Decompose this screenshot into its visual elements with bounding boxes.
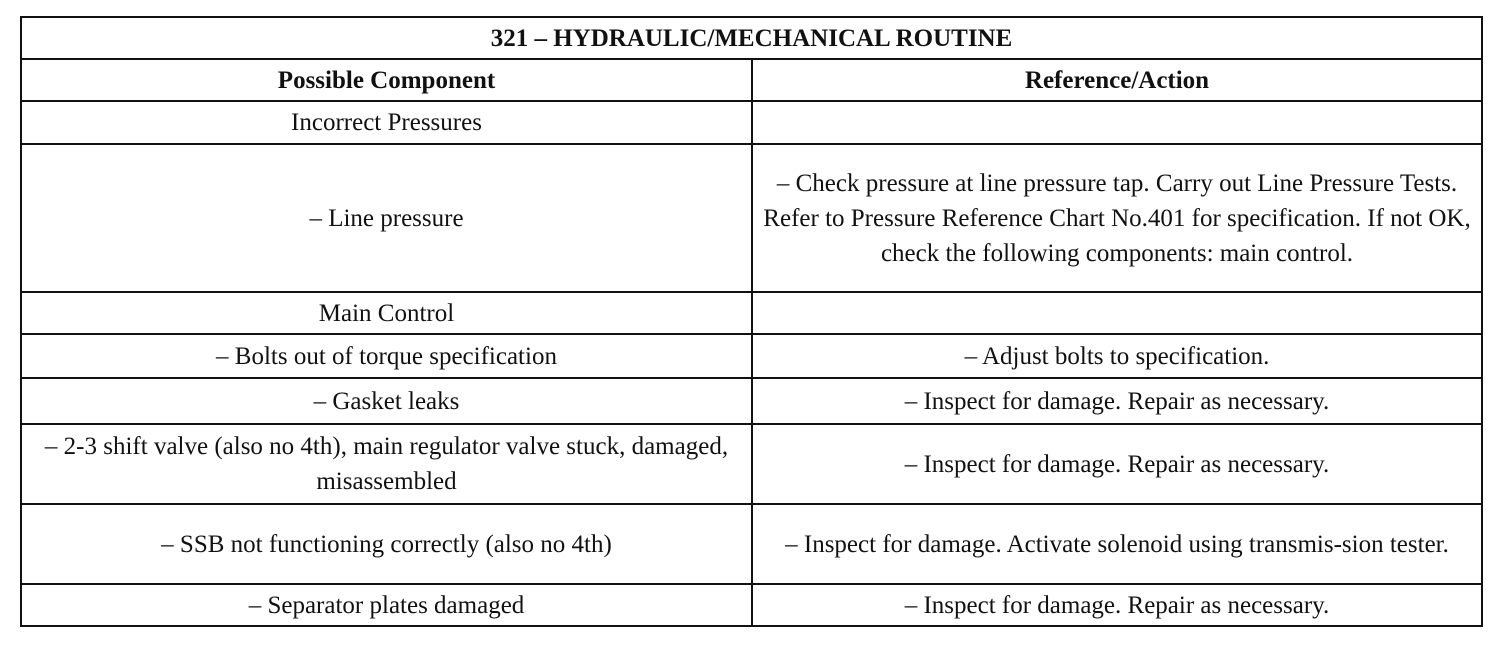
component-cell: – Line pressure bbox=[21, 144, 752, 292]
component-cell: Main Control bbox=[21, 292, 752, 334]
table-row bbox=[21, 292, 1482, 334]
action-cell bbox=[752, 101, 1482, 144]
header-reference-action: Reference/Action bbox=[752, 59, 1482, 101]
hydraulic-mechanical-routine-table bbox=[20, 16, 1483, 627]
component-cell: – SSB not functioning correctly (also no 4th) bbox=[21, 504, 752, 584]
table-row bbox=[21, 144, 1482, 292]
action-cell: – Inspect for damage. Repair as necessary. bbox=[752, 424, 1482, 504]
component-cell: – Gasket leaks bbox=[21, 378, 752, 424]
action-cell bbox=[752, 292, 1482, 334]
component-cell: – Separator plates damaged bbox=[21, 584, 752, 626]
action-cell: – Adjust bolts to specification. bbox=[752, 334, 1482, 378]
table-row bbox=[21, 334, 1482, 378]
component-cell: – 2-3 shift valve (also no 4th), main regulator valve stuck, damaged, misassembled bbox=[21, 424, 752, 504]
action-cell: – Inspect for damage. Repair as necessary. bbox=[752, 584, 1482, 626]
table-header-row bbox=[21, 59, 1482, 101]
table-title: 321 – HYDRAULIC/MECHANICAL ROUTINE bbox=[21, 17, 1482, 59]
header-possible-component: Possible Component bbox=[21, 59, 752, 101]
table-row bbox=[21, 101, 1482, 144]
table-row bbox=[21, 584, 1482, 626]
component-cell: – Bolts out of torque specification bbox=[21, 334, 752, 378]
table-row bbox=[21, 504, 1482, 584]
action-cell: – Inspect for damage. Repair as necessary. bbox=[752, 378, 1482, 424]
table-row bbox=[21, 378, 1482, 424]
table-row bbox=[21, 424, 1482, 504]
action-cell: – Inspect for damage. Activate solenoid using transmis-sion tester. bbox=[752, 504, 1482, 584]
action-cell: – Check pressure at line pressure tap. Carry out Line Pressure Tests. Refer to Pressure Reference Chart No.401 for specification. If not OK, check the following components: main control. bbox=[752, 144, 1482, 292]
table-title-row bbox=[21, 17, 1482, 59]
component-cell: Incorrect Pressures bbox=[21, 101, 752, 144]
